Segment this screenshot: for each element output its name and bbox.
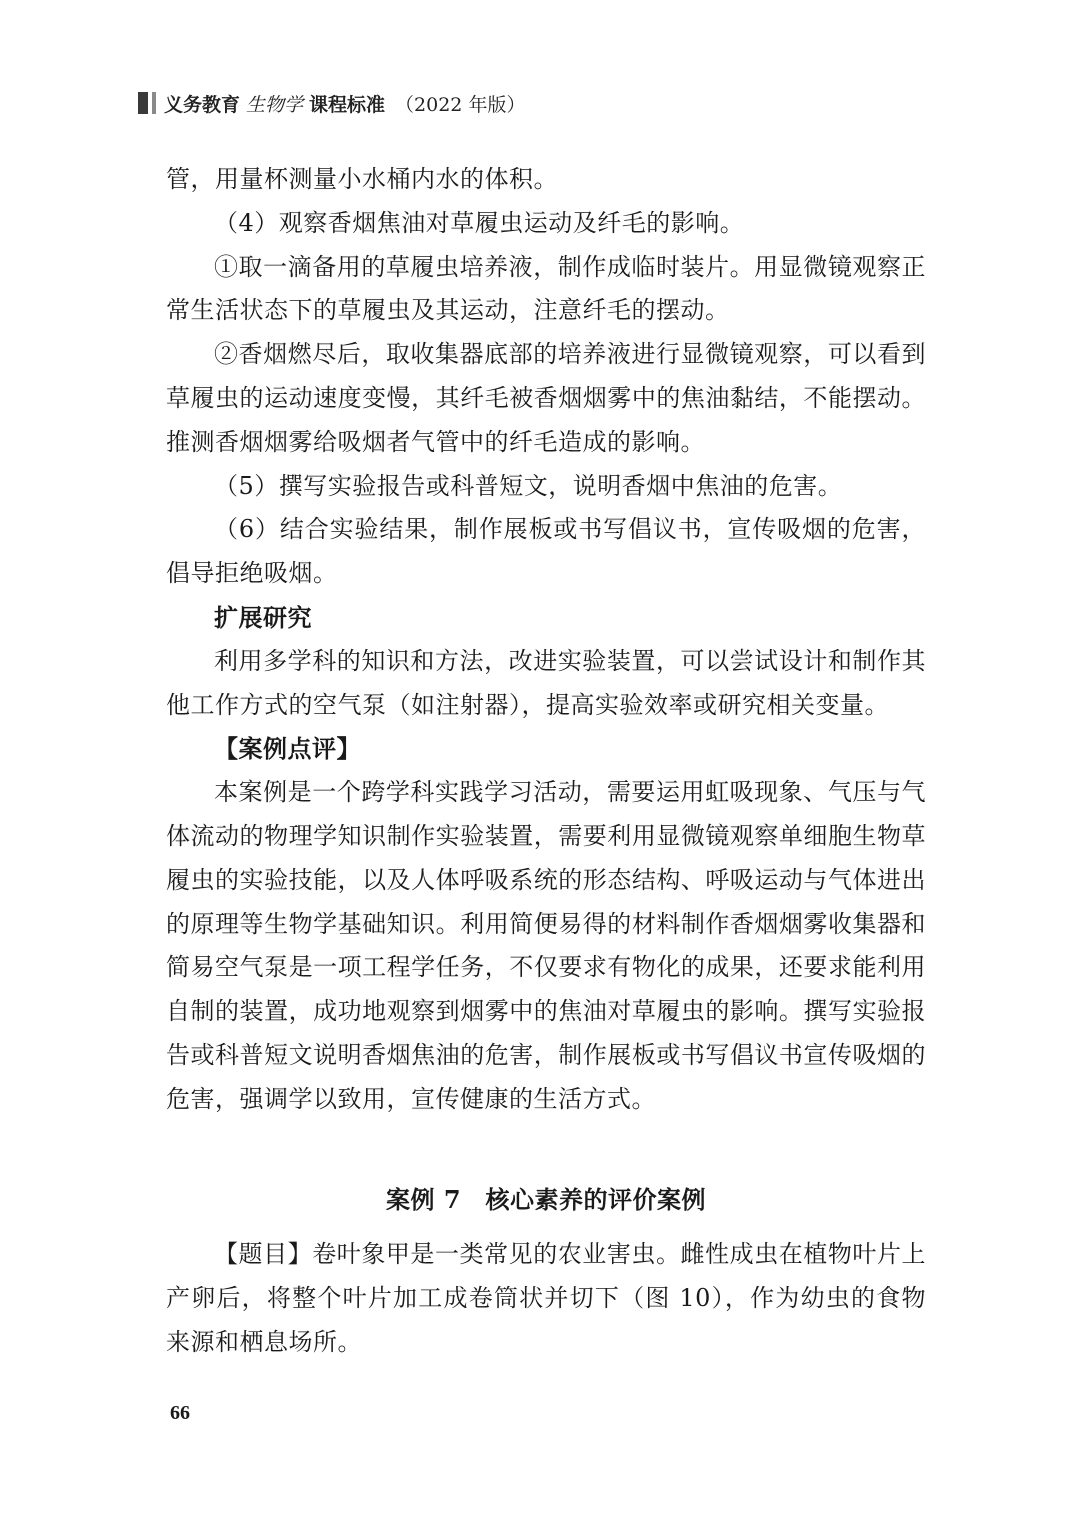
step-4-item-1: ①取一滴备用的草履虫培养液，制作成临时装片。用显微镜观察正常生活状态下的草履虫及其运动，注意纤毛的摆动。 [166, 252, 926, 325]
header-edition: （2022 年版） [395, 93, 526, 116]
case-7-title: 案例 7 核心素养的评价案例 [385, 1184, 707, 1214]
case-review-text: 本案例是一个跨学科实践学习活动，需要运用虹吸现象、气压与气体流动的物理学知识制作实验装置，需要利用显微镜观察单细胞生物草履虫的实验技能，以及人体呼吸系统的形态结构、呼吸运动与气体进出的原理等生物学基础知识。利用简便易得的材料制作香烟烟雾收集器和简易空气泵是一项工程学任务，不仅要求有物化的成果，还要求能利用自制的装置，成功地观察到烟雾中的焦油对草履虫的影响。撰写实验报告或科普短文说明香烟焦油的危害，制作展板或书写倡议书宣传吸烟的危害，强调学以致用，宣传健康的生活方式。 [166, 778, 926, 1113]
question-text: 【题目】卷叶象甲是一类常见的农业害虫。雌性成虫在植物叶片上产卵后，将整个叶片加工成卷筒状并切下（图 10），作为幼虫的食物来源和栖息场所。 [166, 1240, 926, 1356]
page-number: 66 [170, 1402, 190, 1424]
extended-research-text: 利用多学科的知识和方法，改进实验装置，可以尝试设计和制作其他工作方式的空气泵（如注射器），提高实验效率或研究相关变量。 [166, 646, 926, 719]
step-4-item-2: ②香烟燃尽后，取收集器底部的培养液进行显微镜观察，可以看到草履虫的运动速度变慢，其纤毛被香烟烟雾中的焦油黏结，不能摆动。推测香烟烟雾给吸烟者气管中的纤毛造成的影响。 [166, 340, 926, 456]
step-6: （6）结合实验结果，制作展板或书写倡议书，宣传吸烟的危害，倡导拒绝吸烟。 [166, 515, 926, 588]
header-bar-icon [138, 92, 156, 114]
header-doc-title: 课程标准 [309, 93, 386, 116]
step-5: （5）撰写实验报告或科普短文，说明香烟中焦油的危害。 [214, 471, 843, 500]
step-4-heading: （4）观察香烟焦油对草履虫运动及纤毛的影响。 [214, 208, 745, 237]
paragraph-continuation: 管，用量杯测量小水桶内水的体积。 [166, 165, 558, 193]
section-heading-extended-research: 扩展研究 [214, 602, 312, 632]
page-body [166, 158, 926, 1365]
header-subject: 生物学 [246, 93, 304, 116]
running-header [138, 88, 525, 118]
section-heading-case-review: 【案例点评】 [214, 734, 361, 764]
header-series: 义务教育 [164, 93, 241, 116]
